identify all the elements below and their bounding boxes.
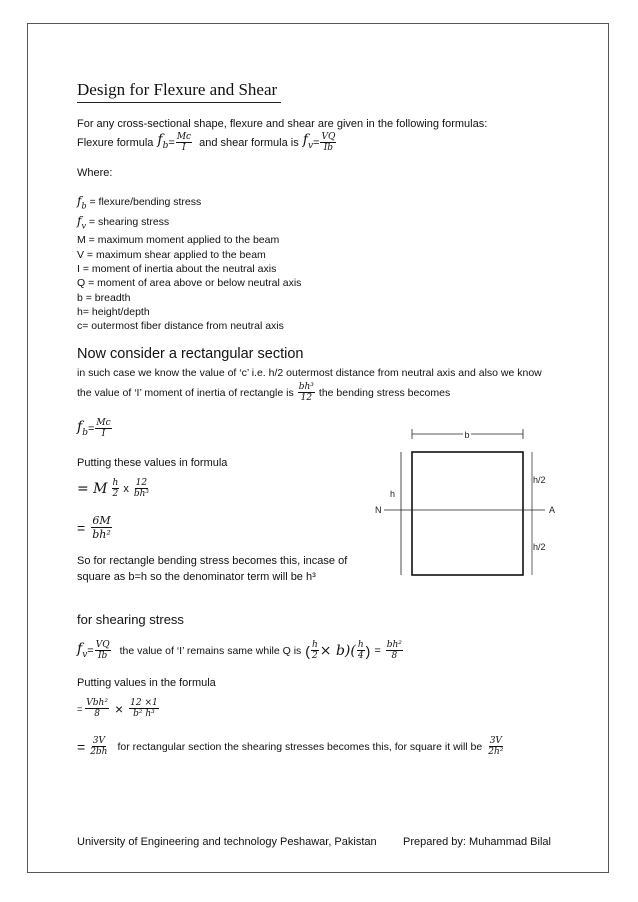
n-label: N	[375, 505, 382, 515]
equals: =	[313, 136, 320, 149]
frac-mc-over-i: $\frac{Mc}{I}$	[176, 132, 192, 153]
shear-formula-line: $f_v$ = $\frac{VQ}{Ib}$ the value of ‘I’ remains same while Q is ( $\frac{h}{2}$ × b)( $\frac{h}{4}$ ) = $\frac{\text{bh²}}{8}$	[77, 640, 402, 661]
definition-i: I = moment of inertia about the neutral axis	[77, 262, 277, 275]
definition-b: b = breadth	[77, 291, 131, 304]
h-label: h	[390, 489, 396, 499]
section-rectangle	[412, 452, 523, 575]
definition-v: V = maximum shear applied to the beam	[77, 248, 266, 261]
title-underline	[77, 102, 281, 103]
shear-substitution: = $\frac{\text{Vbh²}}{8}$ × $\frac{12 \times 1}{\text{b² h³}}$	[77, 698, 158, 719]
definition-fv: $f_v$ = shearing stress	[77, 213, 170, 231]
frac-vq-over-ib: $\frac{VQ}{Ib}$	[321, 132, 336, 153]
equals: =	[168, 136, 175, 149]
frac-mc-over-i-2: $\frac{Mc}{I}$	[96, 418, 111, 439]
page-title: Design for Flexure and Shear	[77, 80, 278, 99]
intro-text: For any cross-sectional shape, flexure and shear are given in the following formulas:	[77, 118, 488, 130]
definition-fb: $f_b$ = flexure/bending stress	[77, 194, 202, 211]
fv-symbol: $f_v$	[302, 131, 314, 151]
b-label: b	[464, 430, 470, 440]
fb-symbol: $f_b$	[157, 131, 169, 151]
definition-c: c= outermost fiber distance from neutral axis	[77, 320, 284, 333]
flexure-lead: Flexure formula	[77, 136, 154, 149]
putting-values-1: Putting these values in formula	[77, 457, 228, 469]
substitution-step: = M $\frac{h}{2}$ x $\frac{12}{\text{bh³}}$	[77, 478, 149, 499]
putting-values-2: Putting values in the formula	[77, 677, 216, 689]
rect-line2: the value of ‘I’ moment of inertia of rectangle is $\frac{\text{bh³}}{12}$ the bending stress becomes	[77, 382, 451, 403]
shear-result-line: = $\frac{3V}{2bh}$ for rectangular section the shearing stresses becomes this, for square it will be $\frac{3V}{\text{2h²}}$	[77, 736, 504, 757]
rectangle-section-diagram	[370, 424, 570, 584]
rect-heading: Now consider a rectangular section	[77, 346, 304, 362]
frac-bh3-over-12: $\frac{\text{bh³}}{12}$	[298, 382, 314, 403]
definition-h: h= height/depth	[77, 305, 150, 318]
shear-lead: and shear formula is	[199, 136, 299, 149]
square-note-1: So for rectangle bending stress becomes this, incase of	[77, 555, 348, 567]
definition-q: Q = moment of area above or below neutral axis	[77, 277, 302, 290]
definition-m: M = maximum moment applied to the beam	[77, 234, 280, 247]
shear-heading: for shearing stress	[77, 612, 184, 627]
bending-result: = $\frac{6M}{\text{bh²}}$	[77, 514, 111, 541]
shear-explanation: the value of ‘I’ remains same while Q is	[119, 644, 302, 657]
final-text: for rectangular section the shearing stresses becomes this, for square it will be	[117, 740, 483, 753]
square-note-2: square as b=h so the denominator term will be h³	[77, 571, 316, 583]
formula-line	[77, 132, 337, 153]
fb-formula-block: $f_b$ = $\frac{Mc}{I}$	[77, 418, 111, 439]
a-label: A	[549, 505, 556, 515]
rect-line1: in such case we know the value of ‘c’ i.e. h/2 outermost distance from neutral axis and also we know	[77, 367, 542, 379]
half-top-label: h/2	[533, 475, 546, 485]
footer-author: Prepared by: Muhammad Bilal	[403, 836, 551, 848]
where-label: Where:	[77, 167, 113, 179]
footer-university: University of Engineering and technology Peshawar, Pakistan	[77, 836, 377, 848]
definitions-list	[77, 194, 301, 333]
half-bottom-label: h/2	[533, 542, 546, 552]
